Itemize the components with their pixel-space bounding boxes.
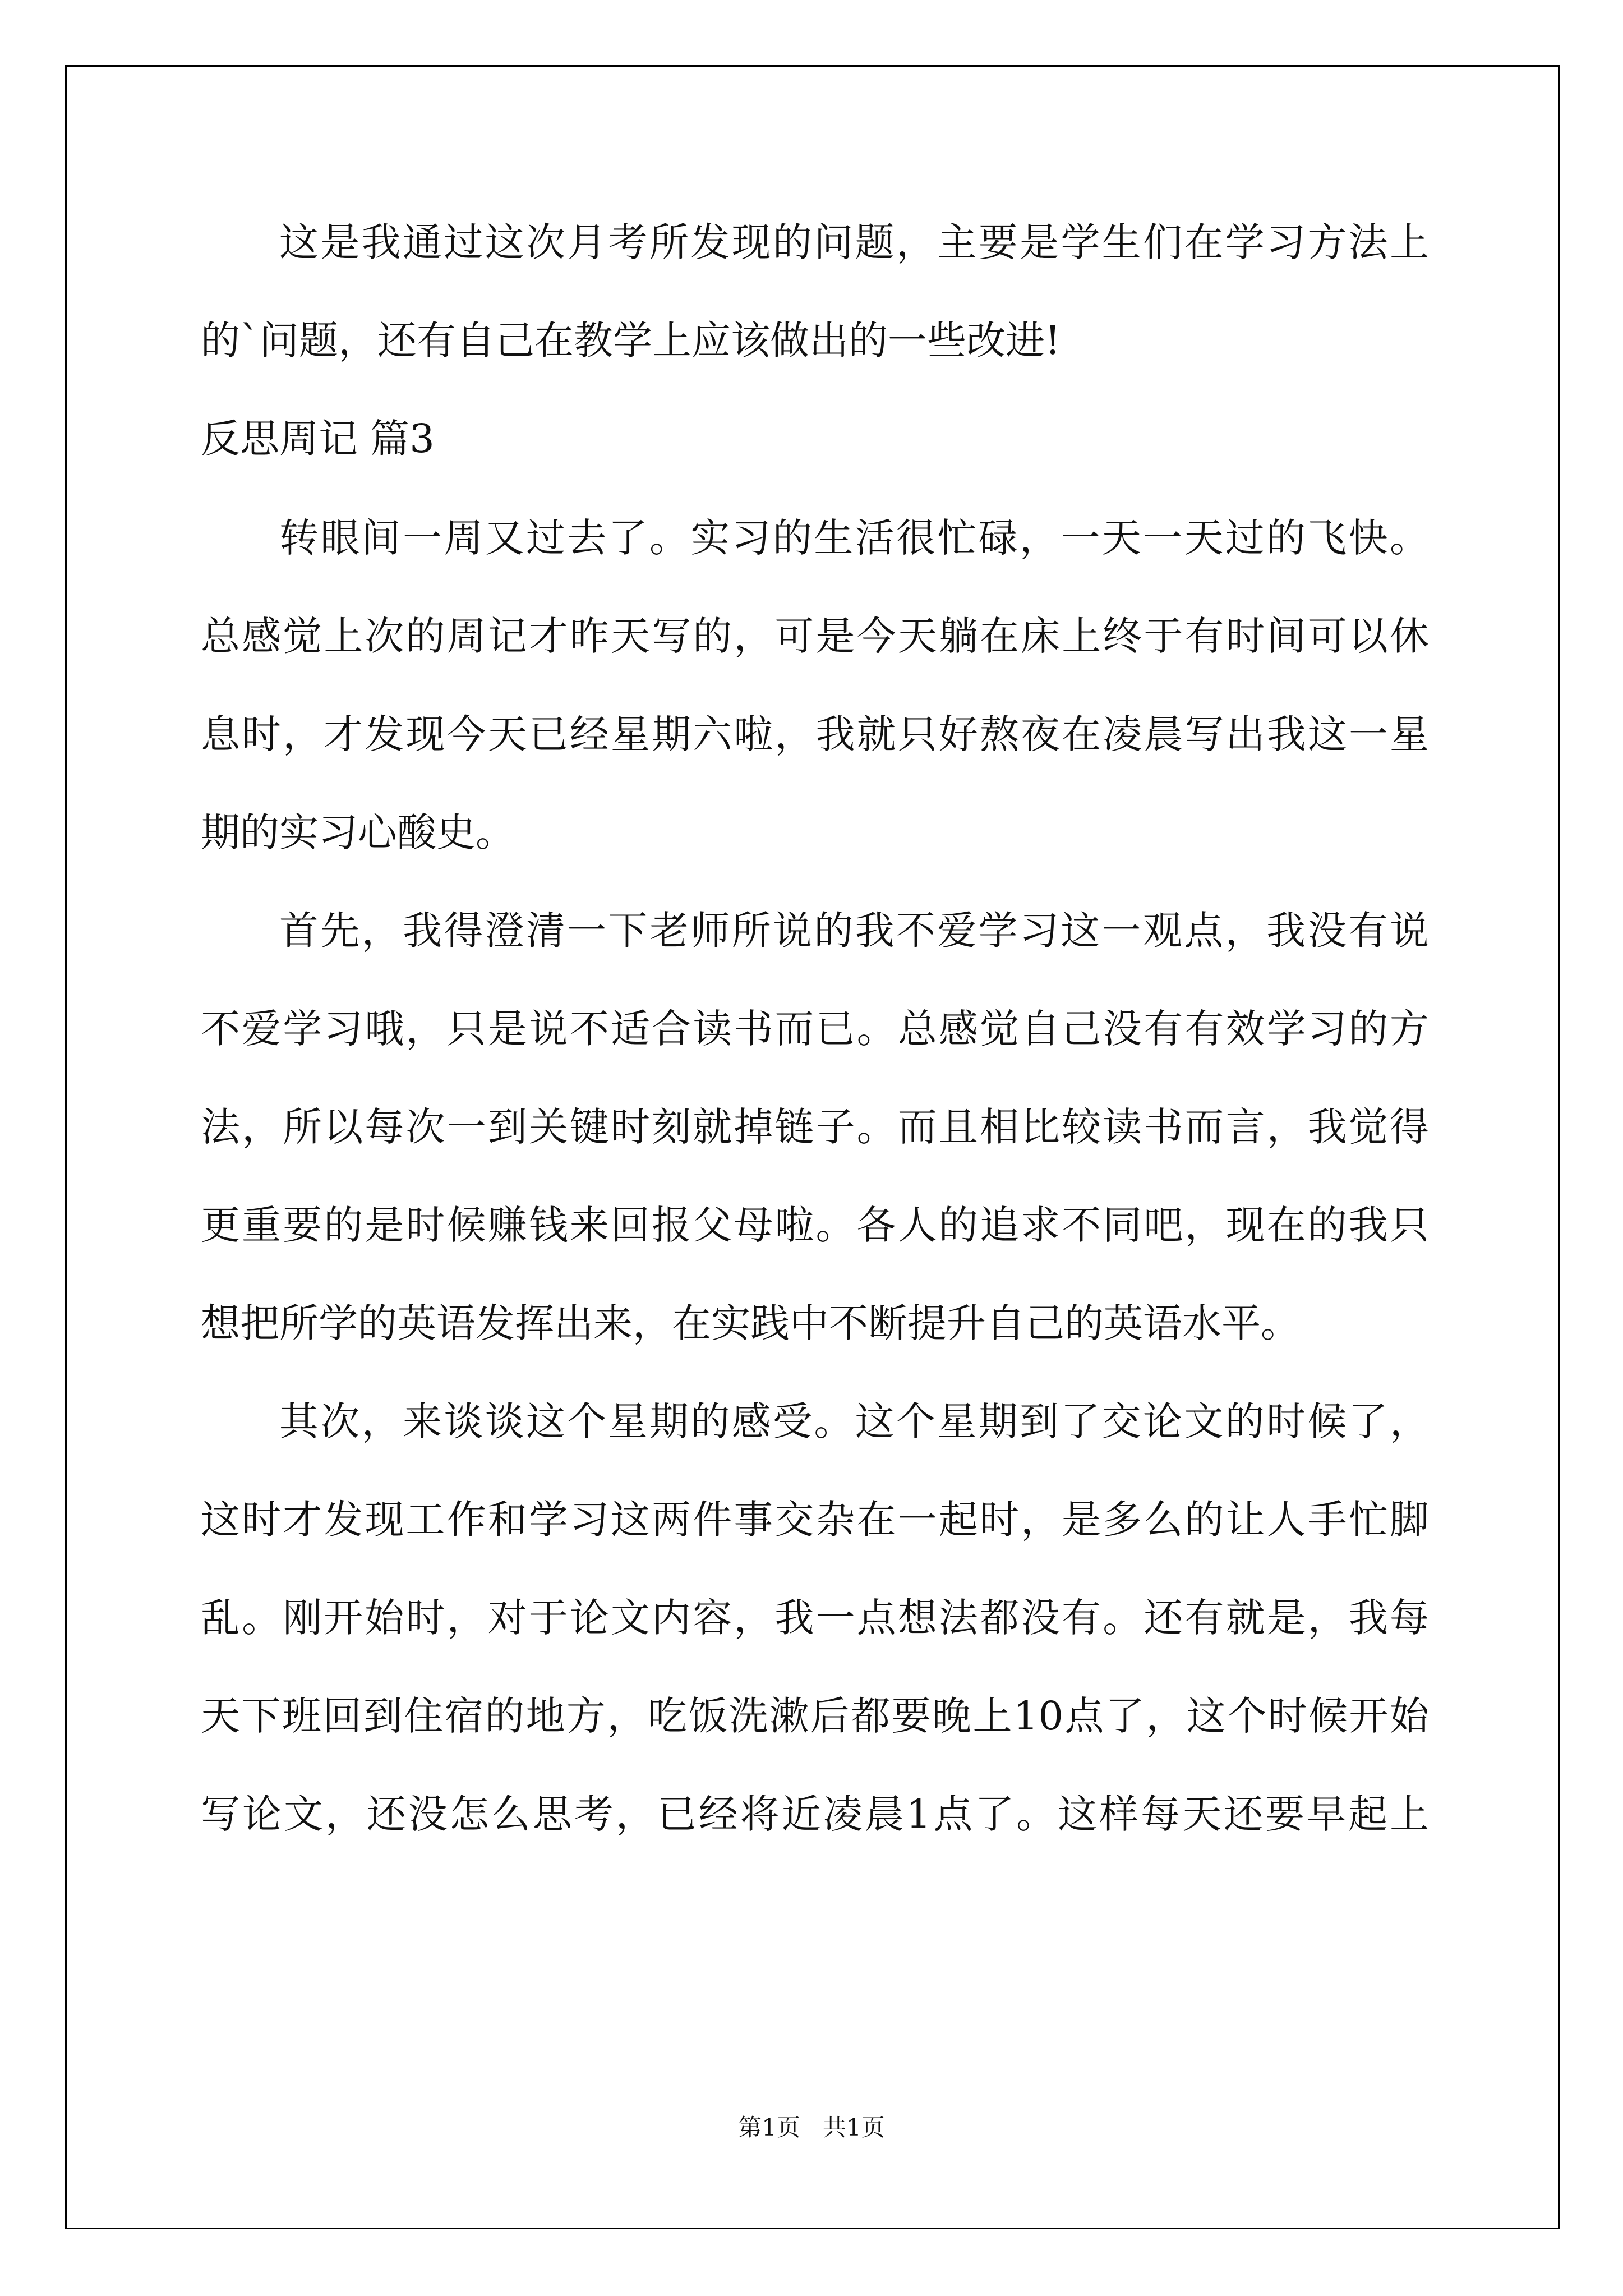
text-line: 想把所学的英语发挥出来，在实践中不断提升自己的英语水平。 <box>201 1300 1300 1346</box>
section-heading: 反思周记 篇3 <box>201 416 435 462</box>
text-line: 的`问题，还有自己在教学上应该做出的一些改进! <box>201 318 1061 364</box>
text-line: 这时才发现工作和学习这两件事交杂在一起时，是多么的让人手忙脚 <box>201 1497 1429 1543</box>
text-line: 总感觉上次的周记才昨天写的，可是今天躺在床上终于有时间可以休 <box>201 613 1429 659</box>
text-line: 其次，来谈谈这个星期的感受。这个星期到了交论文的时候了， <box>279 1398 1429 1444</box>
text-line: 法，所以每次一到关键时刻就掉链子。而且相比较读书而言，我觉得 <box>201 1104 1429 1150</box>
text-line: 不爱学习哦，只是说不适合读书而已。总感觉自己没有有效学习的方 <box>201 1006 1429 1052</box>
text-line: 转眼间一周又过去了。实习的生活很忙碌，一天一天过的飞快。 <box>279 515 1429 561</box>
text-line: 这是我通过这次月考所发现的问题，主要是学生们在学习方法上 <box>279 219 1429 265</box>
text-line: 首先，我得澄清一下老师所说的我不爱学习这一观点，我没有说 <box>279 908 1429 954</box>
text-line: 写论文，还没怎么思考，已经将近凌晨1点了。这样每天还要早起上 <box>201 1791 1429 1837</box>
text-line: 期的实习心酸史。 <box>201 809 515 855</box>
page-number: 第1页 共1页 <box>738 2114 885 2141</box>
text-line: 天下班回到住宿的地方，吃饭洗漱后都要晚上10点了，这个时候开始 <box>201 1693 1429 1739</box>
text-line: 更重要的是时候赚钱来回报父母啦。各人的追求不同吧，现在的我只 <box>201 1202 1429 1248</box>
text-line: 息时，才发现今天已经星期六啦，我就只好熬夜在凌晨写出我这一星 <box>201 711 1429 757</box>
text-line: 乱。刚开始时，对于论文内容，我一点想法都没有。还有就是，我每 <box>201 1595 1429 1641</box>
